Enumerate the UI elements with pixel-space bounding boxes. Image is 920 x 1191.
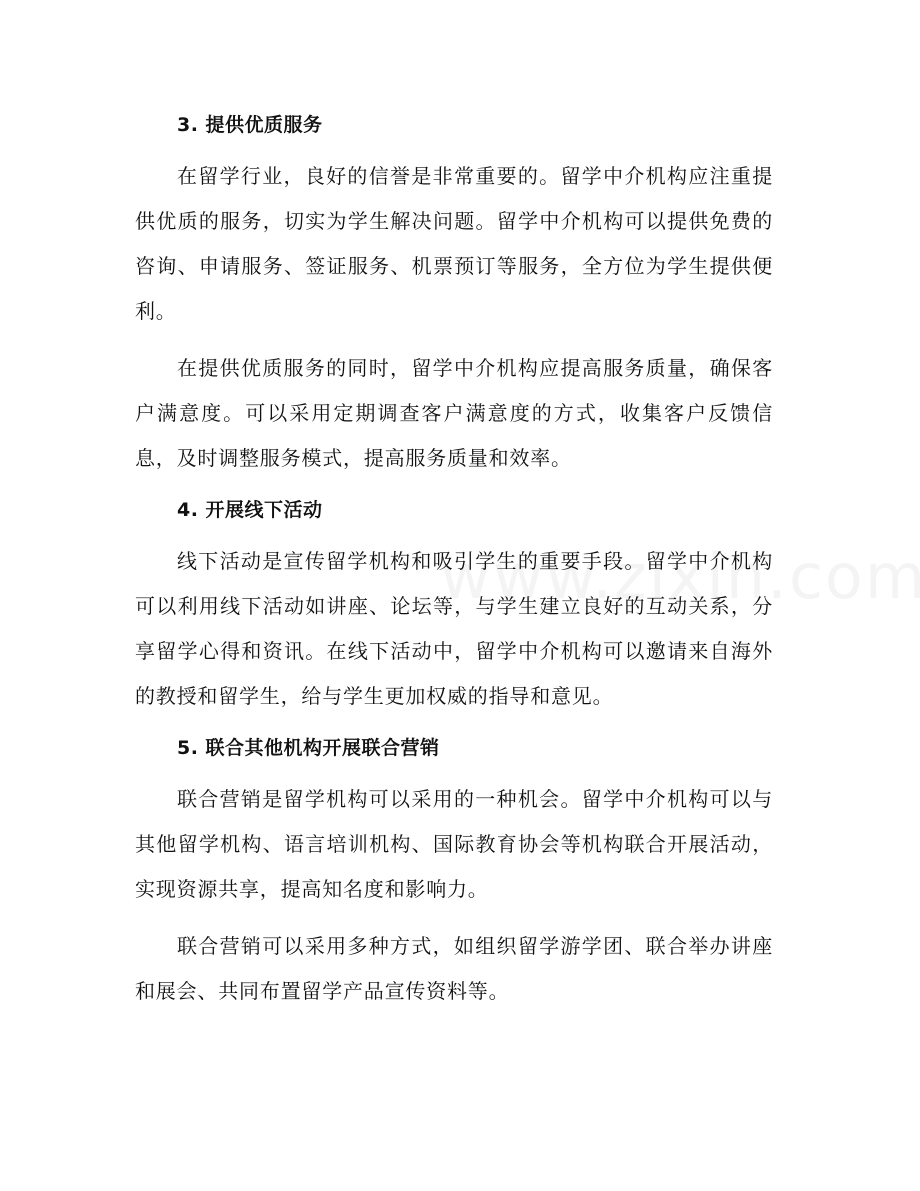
paragraph: 联合营销可以采用多种方式，如组织留学游学团、联合举办讲座和展会、共同布置留学产品宣传资料等。: [135, 934, 773, 1003]
section-5: [135, 731, 773, 1014]
section-3: [135, 108, 773, 481]
section-heading: 3. 提供优质服务: [177, 114, 323, 136]
paragraph: 线下活动是宣传留学机构和吸引学生的重要手段。留学中介机构可以利用线下活动如讲座、论坛等，与学生建立良好的互动关系，分享留学心得和资讯。在线下活动中，留学中介机构可以邀请来自海外的教授和留学生，给与学生更加权威的指导和意见。: [135, 549, 773, 708]
section-4: [135, 493, 773, 719]
paragraph: 联合营销是留学机构可以采用的一种机会。留学中介机构可以与其他留学机构、语言培训机构、国际教育协会等机构联合开展活动，实现资源共享，提高知名度和影响力。: [135, 787, 773, 901]
section-heading: 5. 联合其他机构开展联合营销: [177, 737, 440, 759]
paragraph: 在提供优质服务的同时，留学中介机构应提高服务质量，确保客户满意度。可以采用定期调查客户满意度的方式，收集客户反馈信息，及时调整服务模式，提高服务质量和效率。: [135, 356, 773, 470]
document-body: [135, 108, 773, 1026]
section-heading: 4. 开展线下活动: [177, 499, 323, 521]
paragraph: 在留学行业，良好的信誉是非常重要的。留学中介机构应注重提供优质的服务，切实为学生解决问题。留学中介机构可以提供免费的咨询、申请服务、签证服务、机票预订等服务，全方位为学生提供便利。: [135, 164, 773, 323]
